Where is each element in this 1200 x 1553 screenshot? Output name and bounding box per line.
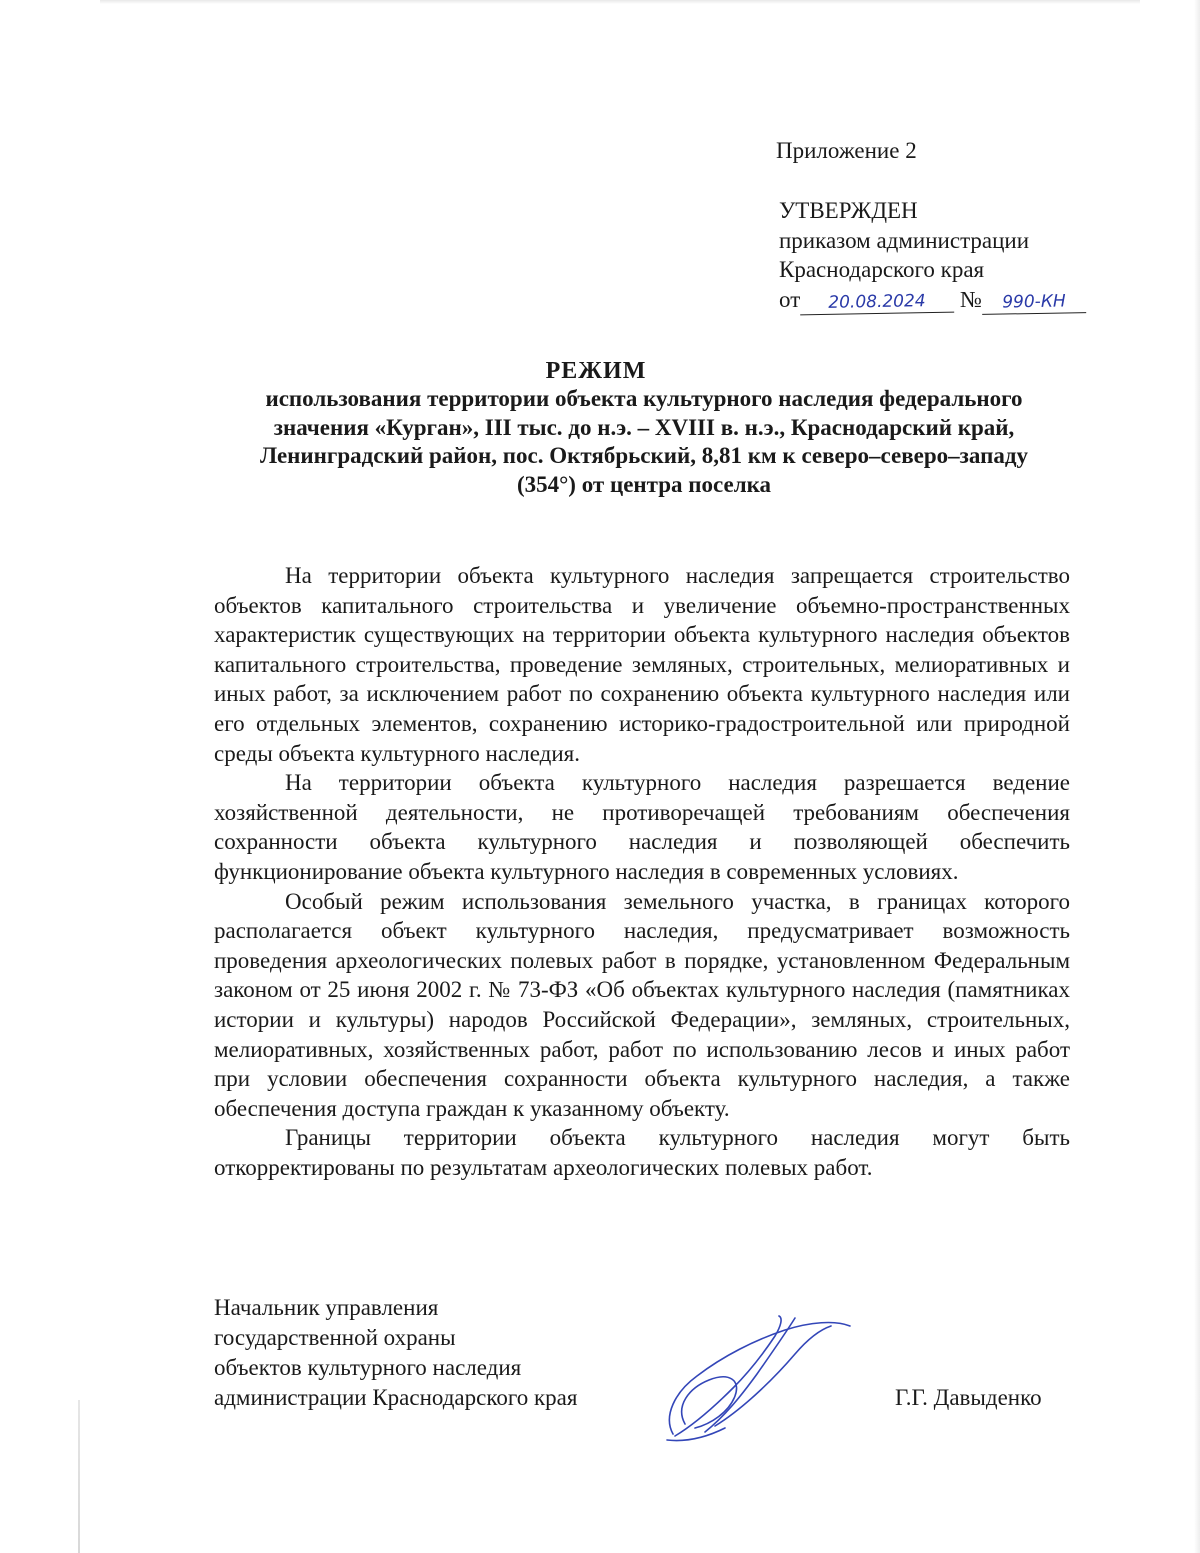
- signatory-name: Г.Г. Давыденко: [895, 1385, 1042, 1410]
- approval-block: [779, 196, 1086, 314]
- scan-edge-top: [100, 0, 1140, 4]
- order-date-number-line: [779, 285, 1086, 315]
- order-date-handwritten: 20.08.2024: [800, 289, 954, 315]
- subtitle-line: (354°) от центра поселка: [516, 471, 772, 497]
- signatory-position: [214, 1293, 577, 1413]
- order-number-handwritten: 990-КН: [982, 290, 1086, 315]
- paragraph-special-regime: Особый режим использования земельного участка, в границах которого располагается объект культурного наследия, предусматривает возможность проведения археологических полевых работ в порядке, установленном Федеральным законом от 25 июня 2002 г. № 73-ФЗ «Об объектах культурного наследия (памятниках истории и культуры) народов Российской Федерации», земляных, строительных, мелиоративных, хозяйственных работ, работ по использованию лесов и иных работ при условии обеспечения сохранности объекта культурного наследия, а также обеспечения доступа граждан к указанному объекту.: [214, 888, 1070, 1121]
- approved-by-line-1: приказом администрации: [779, 227, 1030, 253]
- subtitle-line: значения «Курган», III тыс. до н.э. – XVIII в. н.э., Краснодарский край,: [273, 414, 1015, 440]
- approved-heading: УТВЕРЖДЕН: [779, 198, 918, 223]
- handwritten-signature: [645, 1296, 875, 1446]
- document-title: РЕЖИМ: [545, 358, 647, 384]
- subtitle-line: Ленинградский район, пос. Октябрьский, 8,81 км к северо–северо–западу: [259, 443, 1029, 468]
- appendix-label: Приложение 2: [776, 138, 917, 163]
- number-prefix: №: [960, 286, 982, 312]
- date-prefix: от: [779, 286, 801, 312]
- scan-edge-right: [1194, 0, 1200, 1553]
- paragraph-permitted-activity: На территории объекта культурного наследия разрешается ведение хозяйственной деятельности, не противоречащей требованиям обеспечения сохранности объекта культурного наследия и позволяющей обеспечить функционирование объекта культурного наследия в современных условиях.: [214, 770, 1070, 884]
- scan-edge-left: [78, 1400, 80, 1553]
- position-line: Начальник управления: [214, 1295, 439, 1320]
- position-line: администрации Краснодарского края: [214, 1385, 578, 1410]
- paragraph-prohibitions: На территории объекта культурного наследия запрещается строительство объектов капитального строительства и увеличение объемно-пространственных характеристик существующих на территории объекта культурного наследия объектов капитального строительства, проведение земляных, строительных, мелиоративных и иных работ, за исключением работ по сохранению объекта культурного наследия или его отдельных элементов, сохранению историко-градостроительной или природной среды объекта культурного наследия.: [214, 563, 1070, 766]
- signature-strokes: [667, 1316, 850, 1441]
- subtitle-line: использования территории объекта культурного наследия федерального: [265, 386, 1023, 411]
- position-line: объектов культурного наследия: [214, 1355, 522, 1380]
- approved-by-line-2: Краснодарского края: [779, 257, 985, 282]
- position-line: государственной охраны: [214, 1325, 456, 1350]
- document-body: [214, 561, 1070, 1182]
- paragraph-boundaries: Границы территории объекта культурного наследия могут быть откорректированы по результатам археологических полевых работ.: [214, 1125, 1070, 1180]
- document-subtitle: [214, 385, 1074, 499]
